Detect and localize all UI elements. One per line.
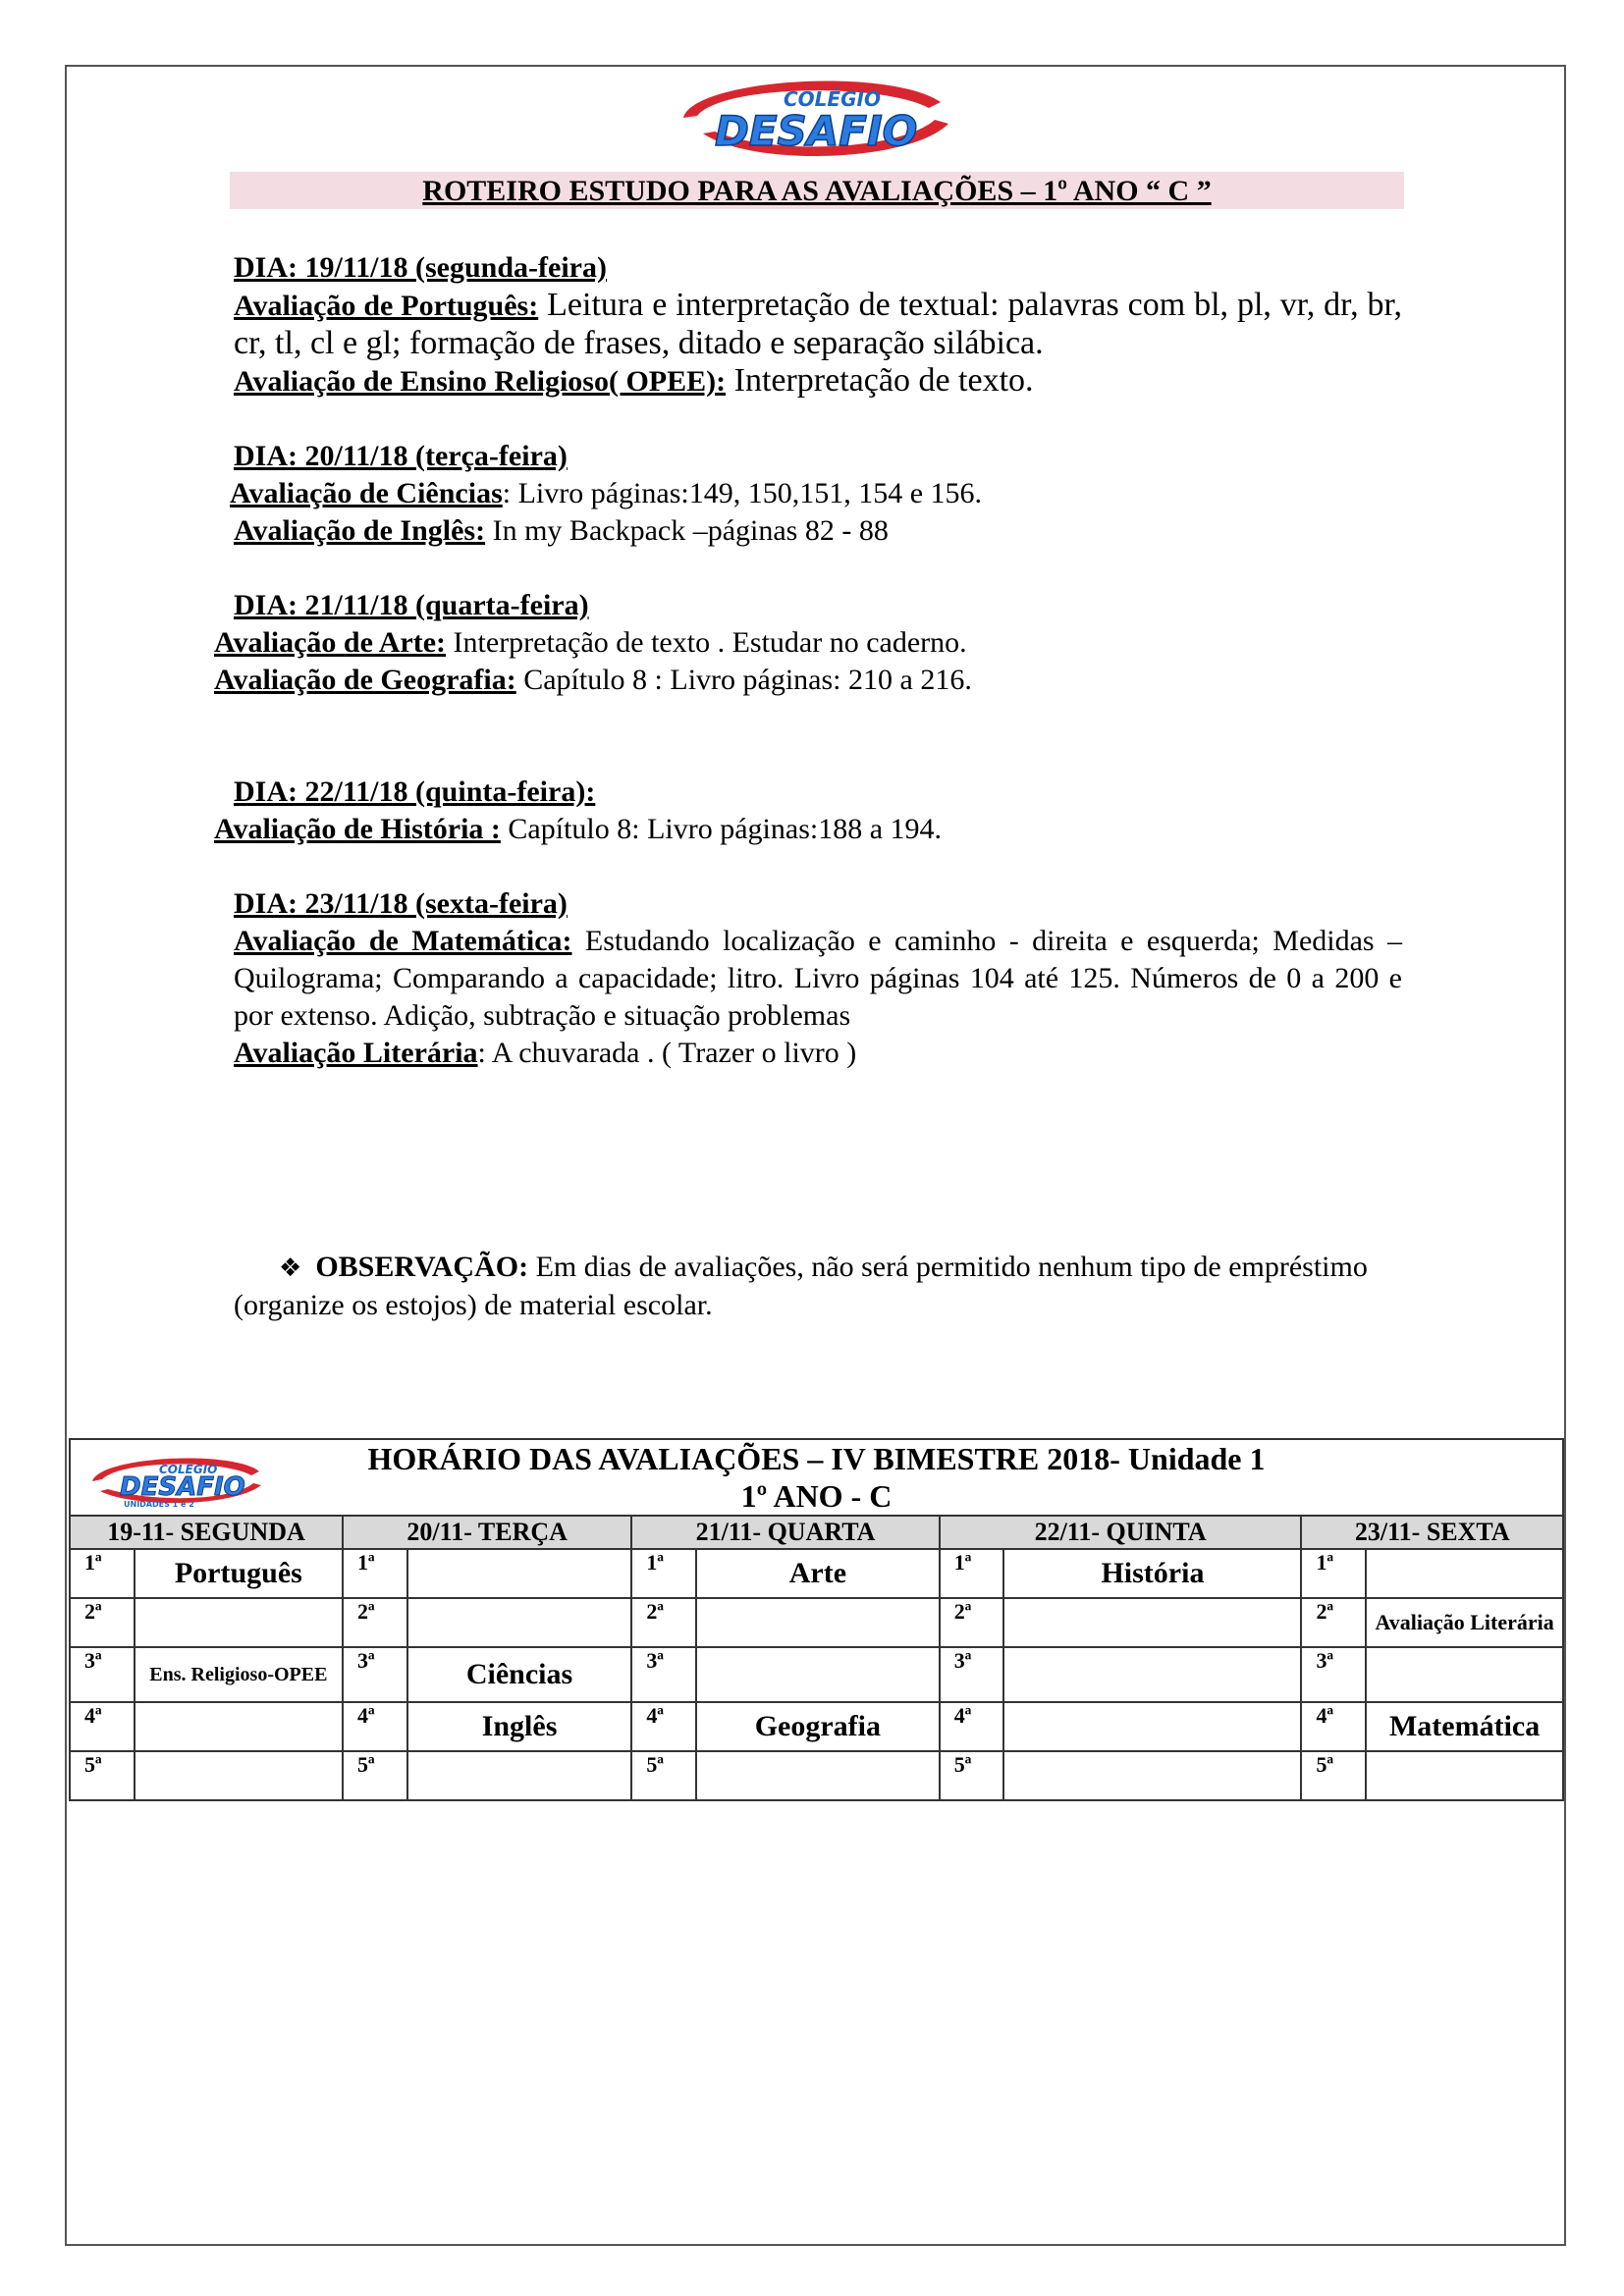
period-number: 3ª xyxy=(343,1647,407,1702)
period-number: 2ª xyxy=(631,1598,696,1647)
period-number: 3ª xyxy=(70,1647,135,1702)
day-item: Avaliação Literária: A chuvarada . ( Trazer o livro ) xyxy=(234,1037,857,1069)
day-column-header: 20/11- TERÇA xyxy=(343,1516,631,1549)
period-number: 3ª xyxy=(1301,1647,1366,1702)
subject-cell xyxy=(407,1598,632,1647)
subject-cell xyxy=(407,1751,632,1800)
day-item: Avaliação de História : Capítulo 8: Livro páginas:188 a 194. xyxy=(214,813,943,845)
school-logo-small xyxy=(86,1452,263,1509)
period-number: 4ª xyxy=(940,1702,1004,1751)
subject-cell: Avaliação Literária xyxy=(1366,1598,1563,1647)
day-item: Avaliação de Arte: Interpretação de texto . Estudar no caderno. xyxy=(214,626,967,659)
period-number: 5ª xyxy=(631,1751,696,1800)
schedule-header xyxy=(70,1439,1563,1516)
day-heading: DIA: 22/11/18 (quinta-feira): xyxy=(234,775,596,808)
subject-cell xyxy=(696,1647,940,1702)
period-number: 5ª xyxy=(70,1751,135,1800)
subject-cell: História xyxy=(1003,1549,1301,1598)
schedule-title: HORÁRIO DAS AVALIAÇÕES – IV BIMESTRE 2018- Unidade 1 xyxy=(367,1441,1266,1476)
table-row xyxy=(70,1751,1563,1800)
subject-cell: Inglês xyxy=(407,1702,632,1751)
subject-cell xyxy=(1003,1647,1301,1702)
period-number: 1ª xyxy=(1301,1549,1366,1598)
period-number: 5ª xyxy=(343,1751,407,1800)
observation: ❖ OBSERVAÇÃO: Em dias de avaliações, não será permitido nenhum tipo de empréstimo (organize os estojos) de material escolar. xyxy=(234,1251,1368,1321)
period-number: 1ª xyxy=(70,1549,135,1598)
schedule-table xyxy=(69,1438,1564,1801)
period-number: 4ª xyxy=(343,1702,407,1751)
subject-cell: Arte xyxy=(696,1549,940,1598)
subject-cell xyxy=(1366,1647,1563,1702)
subject-cell: Ens. Religioso-OPEE xyxy=(135,1647,343,1702)
day-item: Avaliação de Matemática: Estudando localização e caminho - direita e esquerda; Medidas – Quilograma; Comparando a capacidade; litro. Livro páginas 104 até 125. Números de 0 a 200 e por extenso. Adição, subtração e situação problemas xyxy=(234,925,1402,1032)
subject-cell xyxy=(1003,1598,1301,1647)
subject-cell xyxy=(1366,1549,1563,1598)
day-item: Avaliação de Ciências: Livro páginas:149, 150,151, 154 e 156. xyxy=(230,477,983,509)
page-title: ROTEIRO ESTUDO PARA AS AVALIAÇÕES – 1º ANO “ C ” xyxy=(230,172,1404,209)
day-item: Avaliação de Ensino Religioso( OPEE): Interpretação de texto. xyxy=(234,362,1034,399)
day-column-header: 22/11- QUINTA xyxy=(940,1516,1302,1549)
subject-cell xyxy=(1366,1751,1563,1800)
subject-cell xyxy=(407,1549,632,1598)
subject-cell xyxy=(135,1702,343,1751)
svg-text:DESAFIO: DESAFIO xyxy=(120,1472,245,1502)
day-heading: DIA: 19/11/18 (segunda-feira) xyxy=(234,251,607,284)
day-heading: DIA: 21/11/18 (quarta-feira) xyxy=(234,589,589,621)
period-number: 1ª xyxy=(343,1549,407,1598)
logo-colegio-text: COLÉGIO xyxy=(784,87,881,111)
subject-cell xyxy=(135,1598,343,1647)
svg-text:COLÉGIO: COLÉGIO xyxy=(159,1463,218,1476)
period-number: 3ª xyxy=(631,1647,696,1702)
subject-cell xyxy=(1003,1702,1301,1751)
table-row xyxy=(70,1549,1563,1598)
period-number: 2ª xyxy=(940,1598,1004,1647)
subject-cell: Português xyxy=(135,1549,343,1598)
day-item: Avaliação de Português: Leitura e interpretação de textual: palavras com bl, pl, vr, dr, br, cr, tl, cl e gl; formação de frases, ditado e separação silábica. xyxy=(234,287,1402,361)
period-number: 3ª xyxy=(940,1647,1004,1702)
day-column-header: 19-11- SEGUNDA xyxy=(70,1516,343,1549)
table-row xyxy=(70,1702,1563,1751)
schedule-subtitle: 1º ANO - C xyxy=(740,1478,893,1514)
day-item: Avaliação de Inglês: In my Backpack –páginas 82 - 88 xyxy=(234,514,889,547)
svg-text:UNIDADES 1 e 2: UNIDADES 1 e 2 xyxy=(124,1500,194,1509)
subject-cell: Ciências xyxy=(407,1647,632,1702)
school-logo xyxy=(664,73,954,163)
period-number: 2ª xyxy=(343,1598,407,1647)
period-number: 4ª xyxy=(1301,1702,1366,1751)
period-number: 1ª xyxy=(631,1549,696,1598)
subject-cell xyxy=(1003,1751,1301,1800)
subject-cell: Geografia xyxy=(696,1702,940,1751)
subject-cell: Matemática xyxy=(1366,1702,1563,1751)
period-number: 5ª xyxy=(1301,1751,1366,1800)
subject-cell xyxy=(696,1598,940,1647)
day-heading: DIA: 20/11/18 (terça-feira) xyxy=(234,440,568,472)
day-heading: DIA: 23/11/18 (sexta-feira) xyxy=(234,887,568,920)
period-number: 2ª xyxy=(1301,1598,1366,1647)
table-row xyxy=(70,1598,1563,1647)
day-column-header: 23/11- SEXTA xyxy=(1301,1516,1563,1549)
subject-cell xyxy=(135,1751,343,1800)
study-guide xyxy=(214,249,1402,1072)
day-column-header: 21/11- QUARTA xyxy=(631,1516,939,1549)
logo-desafio-text: DESAFIO xyxy=(715,107,918,155)
period-number: 2ª xyxy=(70,1598,135,1647)
day-item: Avaliação de Geografia: Capítulo 8 : Livro páginas: 210 a 216. xyxy=(214,664,972,696)
period-number: 5ª xyxy=(940,1751,1004,1800)
period-number: 4ª xyxy=(631,1702,696,1751)
period-number: 1ª xyxy=(940,1549,1004,1598)
table-row xyxy=(70,1647,1563,1702)
period-number: 4ª xyxy=(70,1702,135,1751)
subject-cell xyxy=(696,1751,940,1800)
diamond-bullet-icon: ❖ xyxy=(279,1254,302,1283)
